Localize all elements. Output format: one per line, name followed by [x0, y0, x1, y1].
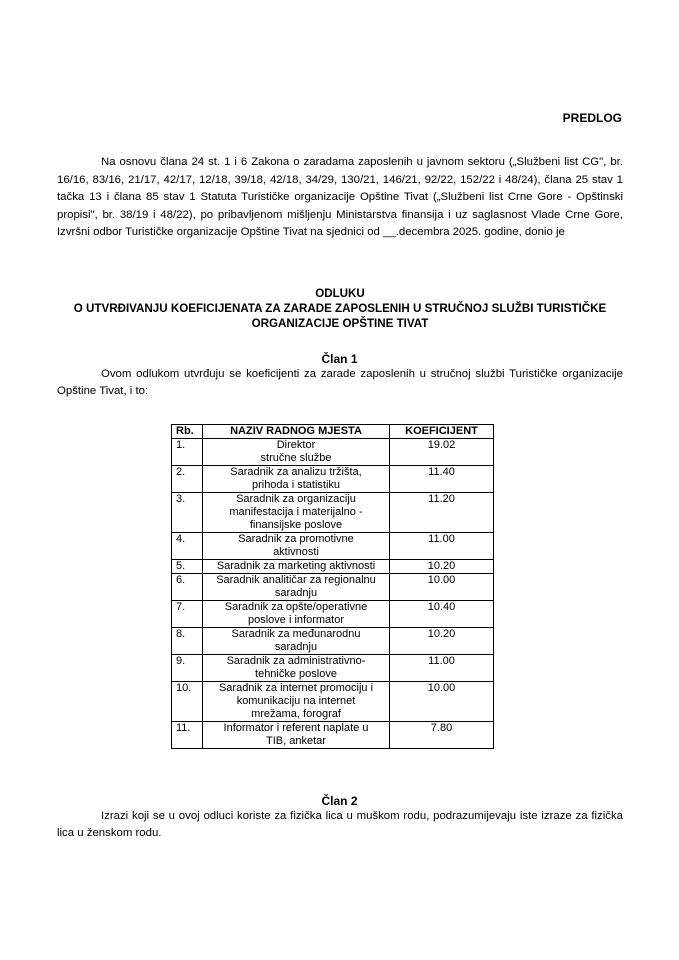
coefficient-value: 10.00 [390, 682, 494, 722]
table-row [172, 439, 494, 466]
row-number: 9. [172, 655, 203, 682]
position-name: Informator i referent naplate u TIB, anketar [203, 722, 390, 749]
position-name: Saradnik za međunarodnu saradnju [203, 628, 390, 655]
proposal-label: PREDLOG [562, 111, 622, 125]
coefficient-value: 10.00 [390, 574, 494, 601]
position-name: Saradnik za analizu tržišta, prihoda i statistiku [203, 466, 390, 493]
table-row [172, 722, 494, 749]
header-position-name: NAZIV RADNOG MJESTA [203, 425, 390, 439]
header-rb: Rb. [172, 425, 203, 439]
header-coefficient: KOEFICIJENT [390, 425, 494, 439]
table-row [172, 655, 494, 682]
row-number: 10. [172, 682, 203, 722]
position-name: Saradnik za promotivne aktivnosti [203, 533, 390, 560]
position-name: Saradnik za marketing aktivnosti [203, 560, 390, 574]
row-number: 3. [172, 493, 203, 533]
position-name: Saradnik analitičar za regionalnu saradnju [203, 574, 390, 601]
table-row [172, 493, 494, 533]
position-name: Saradnik za administrativno- tehničke poslove [203, 655, 390, 682]
table-row [172, 533, 494, 560]
row-number: 4. [172, 533, 203, 560]
title-line-1: ODLUKU [315, 287, 365, 300]
table-row [172, 682, 494, 722]
row-number: 2. [172, 466, 203, 493]
position-name: Direktor stručne službe [203, 439, 390, 466]
coefficients-table [171, 424, 494, 749]
table-row [172, 601, 494, 628]
article-2-text: Izrazi koji se u ovoj odluci koriste za fizička lica u muškom rodu, podrazumijevaju iste izraze za fizička lica u ženskom rodu. [57, 810, 623, 839]
table-row [172, 560, 494, 574]
row-number: 1. [172, 439, 203, 466]
table-row [172, 466, 494, 493]
table-row [172, 574, 494, 601]
table-row [172, 628, 494, 655]
row-number: 8. [172, 628, 203, 655]
row-number: 5. [172, 560, 203, 574]
decision-title [40, 286, 640, 331]
coefficient-value: 19.02 [390, 439, 494, 466]
position-name: Saradnik za opšte/operativne poslove i informator [203, 601, 390, 628]
coefficient-value: 10.40 [390, 601, 494, 628]
preamble-paragraph: Na osnovu člana 24 st. 1 i 6 Zakona o zaradama zaposlenih u javnom sektoru („Službeni list CG", br. 16/16, 83/16, 21/17, 42/17, 12/18, 39/18, 42/18, 34/29, 130/21, 146/21, 92/22, 152/22 i 48/24), člana 25 stav 1 tačka 13 i člana 85 stav 1 Statuta Turističke organizacije Opštine Tivat („Službeni list Crne Gore - Opštinski propisi", br. 38/19 i 48/22), po pribavljenom mišljenju Ministarstva finansija i uz saglasnost Vlade Crne Gore, Izvršni odbor Turističke organizacije Opštine Tivat na sjednici od __.decembra 2025. godine, donio je [57, 156, 623, 238]
article-1-text: Ovom odlukom utvrđuju se koeficijenti za zarade zaposlenih u stručnoj službi Turističke organizacije Opštine Tivat, i to: [57, 368, 623, 397]
coefficient-value: 10.20 [390, 628, 494, 655]
coefficient-value: 11.00 [390, 533, 494, 560]
row-number: 11. [172, 722, 203, 749]
coefficient-value: 11.00 [390, 655, 494, 682]
table-header-row [172, 425, 494, 439]
coefficient-value: 11.20 [390, 493, 494, 533]
coefficient-value: 7.80 [390, 722, 494, 749]
position-name: Saradnik za organizaciju manifestacija i materijalno - finansijske poslove [203, 493, 390, 533]
title-line-3: ORGANIZACIJE OPŠTINE TIVAT [251, 317, 429, 330]
coefficient-value: 11.40 [390, 466, 494, 493]
coefficient-value: 10.20 [390, 560, 494, 574]
position-name: Saradnik za internet promociju i komunikaciju na internet mrežama, forograf [203, 682, 390, 722]
row-number: 6. [172, 574, 203, 601]
article-1-heading: Član 1 [321, 352, 358, 366]
row-number: 7. [172, 601, 203, 628]
title-line-2: O UTVRĐIVANJU KOEFICIJENATA ZA ZARADE ZAPOSLENIH U STRUČNOJ SLUŽBI TURISTIČKE [73, 302, 607, 315]
article-2-heading: Član 2 [321, 794, 358, 808]
